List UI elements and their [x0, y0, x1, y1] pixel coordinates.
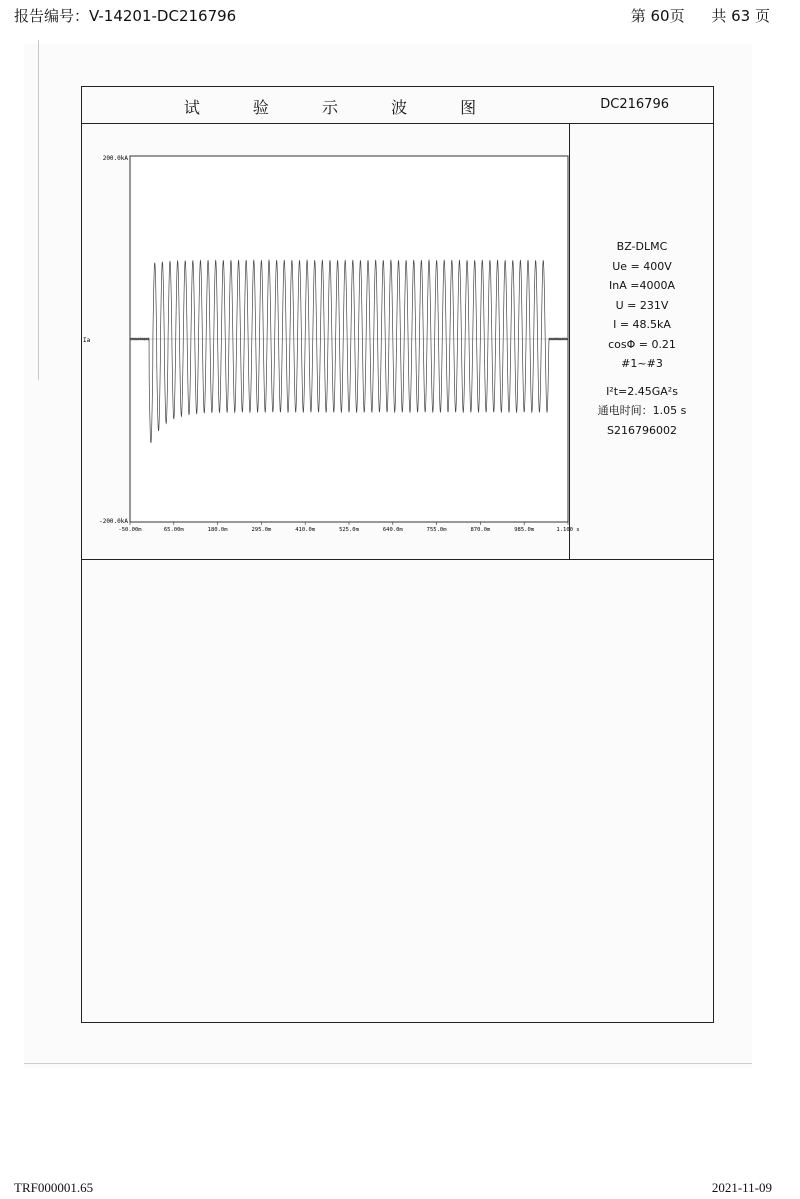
print-date: 2021-11-09	[711, 1180, 772, 1195]
sheet-title: 试 验 示 波 图	[183, 98, 501, 117]
sample-id: S216796002	[607, 423, 677, 437]
test-current: I = 48.5kA	[613, 318, 671, 331]
x-tick-label: -50.00m	[118, 527, 142, 533]
x-axis-ticks	[118, 522, 579, 533]
conduction-duration: 通电时间：1.05 s	[597, 404, 687, 417]
test-voltage: U = 231V	[615, 298, 669, 312]
page-current: 第 60页	[630, 7, 685, 25]
oscillogram-chart	[81, 152, 580, 537]
section-divider	[82, 559, 713, 560]
power-factor: cosΦ = 0.21	[608, 337, 676, 351]
x-tick-label: 65.00m	[163, 527, 184, 533]
model-label: BZ-DLMC	[616, 240, 668, 253]
page-indicator	[609, 5, 770, 26]
form-number: TRF000001.65	[14, 1180, 94, 1195]
x-tick-label: 640.0m	[382, 527, 403, 533]
x-tick-label: 525.0m	[339, 527, 359, 533]
x-tick-label: 1.100 s	[556, 527, 580, 533]
scan-edge-line	[38, 40, 39, 380]
x-tick-label: 180.0m	[207, 527, 228, 533]
rated-current: InA =4000A	[609, 279, 675, 292]
y-tick-top: 200.0kA	[102, 155, 128, 162]
sheet-report-number: DC216796	[600, 97, 669, 112]
report-number-header: 报告编号：V-14201-DC216796	[14, 7, 237, 25]
test-parameters	[570, 237, 714, 440]
x-tick-label: 410.0m	[295, 527, 316, 533]
y-tick-bottom: -200.0kA	[99, 518, 128, 525]
x-tick-label: 295.0m	[251, 527, 272, 533]
x-tick-label: 870.0m	[470, 527, 491, 533]
title-row	[82, 87, 713, 124]
x-tick-label: 755.0m	[426, 527, 447, 533]
channel-label: Ia	[83, 337, 91, 344]
page-total: 共 63 页	[711, 7, 770, 25]
poles: #1~#3	[621, 357, 663, 370]
i2t-value: I²t=2.45GA²s	[606, 384, 678, 398]
rated-voltage: Ue = 400V	[612, 259, 672, 273]
x-tick-label: 985.0m	[514, 527, 535, 533]
scan-bottom-line	[24, 1063, 752, 1064]
